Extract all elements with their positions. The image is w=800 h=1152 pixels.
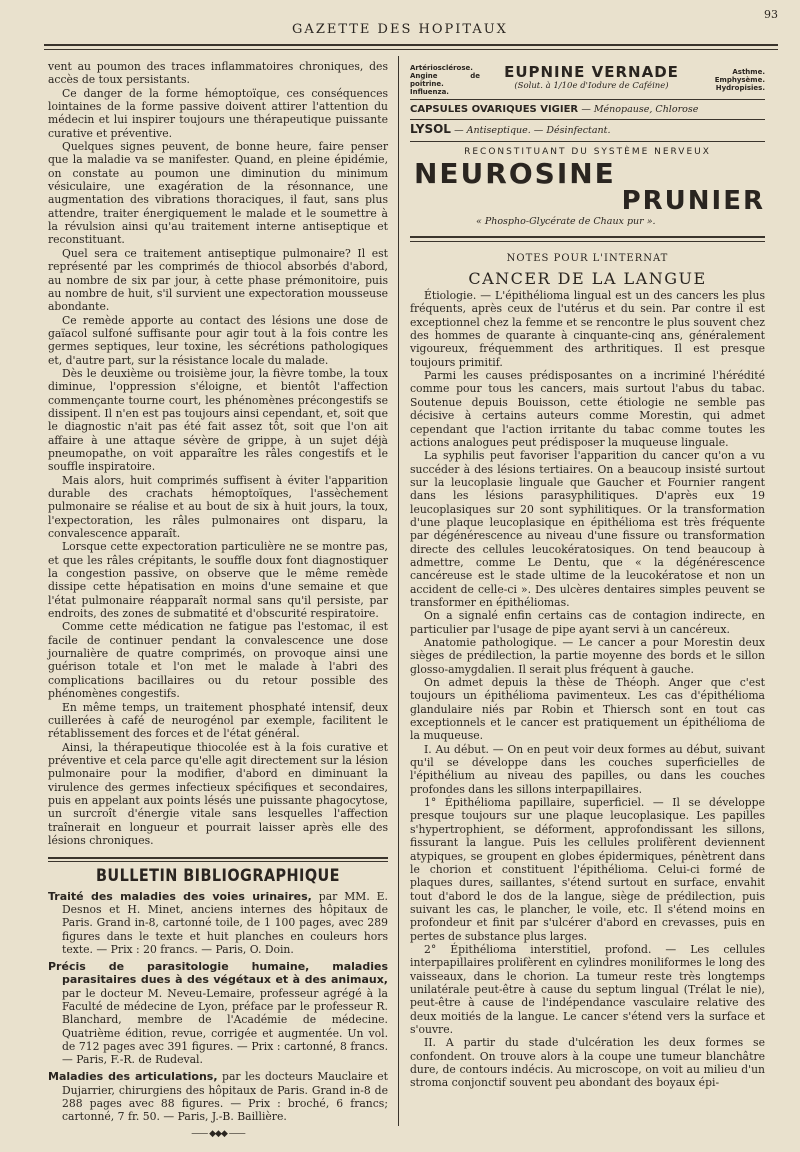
header-rule-thin [44, 49, 778, 50]
biblio-entry [48, 890, 388, 956]
left-paragraph: vent au poumon des traces inflammatoires chroniques, des accès de toux persistants. [48, 60, 388, 87]
right-paragraph: La syphilis peut favoriser l'apparition du cancer qu'on a vu succéder à des lésions tertiaires. On a beaucoup insisté surtout sur la leucoplasie linguale que Gaucher et Fournier rangent dans les lésions parasyphilitiques. D'après eux 19 leucoplasiques sur 20 sont syphilitiques. Or la transformation d'une plaque leucoplasique en épithélioma est très fréquente par dégénérescence au niveau d'une fissure ou transformation directe des cellules leucokératosiques. On tend beaucoup à admettre, comme Le Dentu, que « la dégénérescence cancéreuse est le stade ultime de la leucokératose et non un accident de celle-ci ». Des ulcères dentaires simples peuvent se transformer en épithéliomas. [410, 449, 765, 609]
eupnine-ad [410, 60, 765, 100]
left-paragraph: Quelques signes peuvent, de bonne heure, faire penser que la maladie va se manifester. Quand, en pleine épidémie, on constate au poumon une diminution du minimum vésiculaire, une exagération de la résonnance, une augmentation des vibrations thoraciques, il faut, sans plus attendre, traiter énergiquement le malade et le soumettre à la révulsion ainsi qu'au traitement interne antiseptique et reconstituant. [48, 140, 388, 247]
header-rule [44, 44, 778, 46]
prunier-brand: PRUNIER [621, 186, 765, 217]
capsules-tagline: — Ménopause, Chlorose [581, 104, 699, 115]
eupnine-formula: (Solut. à 1/10e d'Iodure de Caféine) [514, 80, 669, 91]
biblio-entry-title: Précis de parasitologie humaine, maladies parasitaires dues à des végétaux et à des animaux, [48, 960, 388, 987]
ad-rule-thin [410, 241, 765, 242]
neurosine-header: RECONSTITUANT DU SYSTÈME NERVEUX [464, 146, 711, 157]
right-paragraph: 2° Épithélioma interstitiel, profond. — Les cellules interpapillaires prolifèrent en cylindres moniliformes le long des vaisseaux, dans le chorion. La tumeur reste très longtemps unilatérale peut-être à cause du septum lingual (Trélat le nie), peut-être à cause de l'indépendance vasculaire relative des deux moitiés de la langue. Le cancer s'étend vers la surface et s'ouvre. [410, 942, 765, 1036]
biblio-entry-title: Maladies des articulations, [48, 1070, 218, 1084]
biblio-entry-details: par MM. E. Desnos et H. Minet, anciens internes des hôpitaux de Paris. Grand in-8, cartonné toile, de 1 100 pages, avec 289 figures dans le texte et huit planches en couleurs hors texte. — Prix : 20 francs. — Paris, O. Doin. [62, 889, 388, 956]
lysol-tagline: — Antiseptique. — Désinfectant. [454, 125, 611, 137]
ad-rule [410, 236, 765, 238]
biblio-entry-title: Traité des maladies des voies urinaires, [48, 889, 312, 903]
capsules-ad [410, 100, 765, 120]
advertisement-block [410, 60, 765, 242]
eupnine-indications: Artériosclérose. Angine de poitrine. Influenza. [410, 63, 480, 96]
biblio-rule [48, 857, 388, 859]
right-paragraph: Anatomie pathologique. — Le cancer a pour Morestin deux sièges de prédilection, la partie moyenne des bords et le sillon glosso-amygdalien. Il serait plus fréquent à gauche. [410, 636, 765, 676]
biblio-rule-thin [48, 861, 388, 862]
right-paragraph: On admet depuis la thèse de Théoph. Anger que c'est toujours un épithélioma pavimenteux. Les cas d'épithélioma glandulaire niés par Robin et Thiersch sont en tout cas exceptionnels et le cancer est pratiquement un épithélioma de la muqueuse. [410, 676, 765, 743]
left-paragraph: Quel sera ce traitement antiseptique pulmonaire? Il est représenté par les comprimés de thiocol absorbés d'abord, au nombre de six par jour, à cette phase prémonitoire, puis au nombre de huit, s'il survient une expectoration mousseuse abondante. [48, 246, 388, 314]
biblio-entry [48, 960, 388, 1066]
biblio-entry [48, 1070, 388, 1123]
left-paragraph: Ce remède apporte au contact des lésions une dose de gaïacol sulfoné suffisante pour agir tout à la fois contre les germes septiques, leur toxine, les sécrétions pathologiques et, d'autre part, sur la résistance locale du malade. [48, 313, 388, 367]
left-paragraph: Ainsi, la thérapeutique thiocolée est à la fois curative et préventive et cela parce qu'elle agit directement sur la lésion pulmonaire pour la modifier, d'abord en diminuant la virulence des germes infectieux spécifiques et secondaires, puis en appelant aux points lésés une puissante phagocytose, un surcroît d'énergie vitale sans lesquelles l'affection traînerait en longueur et pourrait laisser après elle des lésions chroniques. [48, 740, 388, 847]
eupnine-brand: EUPNINE VERNADE [504, 63, 679, 82]
right-paragraph: Étiologie. — L'épithélioma lingual est un des cancers les plus fréquents, après ceux de l'utérus et du sein. Par contre il est exceptionnel chez la femme et se rencontre le plus souvent chez des hommes de quarante à cinquante-cinq ans, généralement vigoureux, fréquemment des arthritiques. Il est presque toujours primitif. [410, 289, 765, 369]
left-paragraph: Ce danger de la forme hémoptoïque, ces conséquences lointaines de la forme passive doivent attirer l'attention du médecin et lui inspirer toujours une thérapeutique puissante curative et préventive. [48, 86, 388, 140]
capsules-brand: CAPSULES OVARIQUES VIGIER [410, 104, 579, 115]
right-paragraph: II. A partir du stade d'ulcération les deux formes se confondent. On trouve alors à la coupe une tumeur blanchâtre dure, de contours indécis. Au microscope, on voit au milieu d'un stroma conjonctif souvent peu abondant des boyaux épi- [410, 1036, 765, 1090]
right-column [410, 60, 765, 1090]
right-paragraph: Parmi les causes prédisposantes on a incriminé l'hérédité comme pour tous les cancers, mais surtout l'abus du tabac. Soutenue depuis Bouisson, cette étiologie ne semble pas décisive à certains auteurs comme Morestin, qui admet cependant que l'action irritante du tabac comme toutes les actions analogues peut prédisposer la muqueuse linguale. [410, 369, 765, 449]
left-column [48, 60, 388, 1141]
neurosine-tagline: « Phospho-Glycérate de Chaux pur ». [476, 216, 656, 228]
right-paragraph: On a signalé enfin certains cas de contagion indirecte, en particulier par l'usage de pipe ayant servi à un cancéreux. [410, 609, 765, 636]
left-paragraph: Comme cette médication ne fatigue pas l'estomac, il est facile de continuer pendant la convalescence une dose journalière de quatre comprimés, on provoque ainsi une guérison totale et l'on met le malade à l'abri des complications bacillaires ou du retour possible des phénomènes congestifs. [48, 620, 388, 701]
running-head: GAZETTE DES HOPITAUX [292, 22, 508, 37]
left-paragraph: En même temps, un traitement phosphaté intensif, deux cuillerées à café de neurogénol par exemple, facilitent le rétablissement des forces et de l'état général. [48, 700, 388, 741]
biblio-entry-details: par le docteur M. Neveu-Lemaire, professeur agrégé à la Faculté de médecine de Lyon, préface par le professeur R. Blanchard, membre de l'Académie de médecine. Quatrième édition, revue, corrigée et augmentée. Un vol. de 712 pages avec 391 figures. — Prix : cartonné, 8 francs. — Paris, F.-R. de Rudeval. [62, 986, 388, 1067]
neurosine-brand: NEUROSINE [414, 157, 616, 191]
section-heading: NOTES POUR L'INTERNAT [506, 253, 669, 265]
article-title: CANCER DE LA LANGUE [468, 268, 707, 288]
left-paragraph: Mais alors, huit comprimés suffisent à éviter l'apparition durable des crachats hémoptoïques, l'assèchement pulmonaire se réalise et au bout de six à huit jours, la toux, l'expectoration, les râles pulmonaires ont disparu, la convalescence apparaît. [48, 473, 388, 541]
page-number: 93 [764, 8, 778, 21]
right-paragraph: 1° Épithélioma papillaire, superficiel. — Il se développe presque toujours sur une plaque leucoplasique. Les papilles s'hypertrophient, se déforment, approfondissant les sillons, fissurant la langue. Puis les cellules prolifèrent deviennent atypiques, se groupent en globes épidermiques, pénètrent dans le chorion et constituent l'épithélioma. Celui-ci formé de plaques dures, saillantes, s'étend surtout en surface, envahit tout d'abord le dos de la langue, siège de prédilection, puis suivant les cas, le plancher, le voile, etc. Il s'étend moins en profondeur et finit par s'ulcérer d'abord en crevasses, puis en pertes de substance plus larges. [410, 796, 765, 943]
biblio-heading: BULLETIN BIBLIOGRAPHIQUE [95, 866, 340, 887]
right-paragraph: I. Au début. — On en peut voir deux formes au début, suivant qu'il se développe dans les couches superficielles de l'épithélium au niveau des papilles, ou dans les couches profondes dans les sillons interpapillaires. [410, 742, 765, 796]
column-divider [398, 56, 399, 1126]
left-paragraph: Dès le deuxième ou troisième jour, la fièvre tombe, la toux diminue, l'oppression s'éloigne, et bientôt l'affection commençante tourne court, les phénomènes précongestifs se dissipent. Il n'en est pas toujours ainsi cependant, et, soit que le diagnostic n'ait pas été fait assez tôt, soit que l'on ait affaire à une attaque sévère de grippe, à un sujet déjà pneumopathe, on voit apparaître les râles congestifs et le souffle inspiratoire. [48, 366, 388, 474]
ornament-divider: —— ◆◆◆ —— [191, 1128, 245, 1139]
eupnine-indications-right: Asthme. Emphysème. Hydropisies. [714, 67, 765, 92]
lysol-ad [410, 120, 765, 141]
left-paragraph: Lorsque cette expectoration particulière ne se montre pas, et que les râles crépitants, le souffle doux font diagnostiquer la congestion passive, on observe que le même remède dissipe cette hépatisation en moins d'une semaine et que l'état pulmonaire réapparaît normal sans qu'il persiste, par endroits, des zones de submatité et d'obscurité respiratoire. [48, 540, 388, 621]
lysol-brand: LYSOL [410, 122, 451, 137]
biblio-entry-details: par les docteurs Mauclaire et Dujarrier, chirurgiens des hôpitaux de Paris. Grand in-8 de 288 pages avec 88 figures. — Prix : broché, 6 francs; cartonné, 7 fr. 50. — Paris, J.-B. Baillière. [62, 1070, 388, 1124]
